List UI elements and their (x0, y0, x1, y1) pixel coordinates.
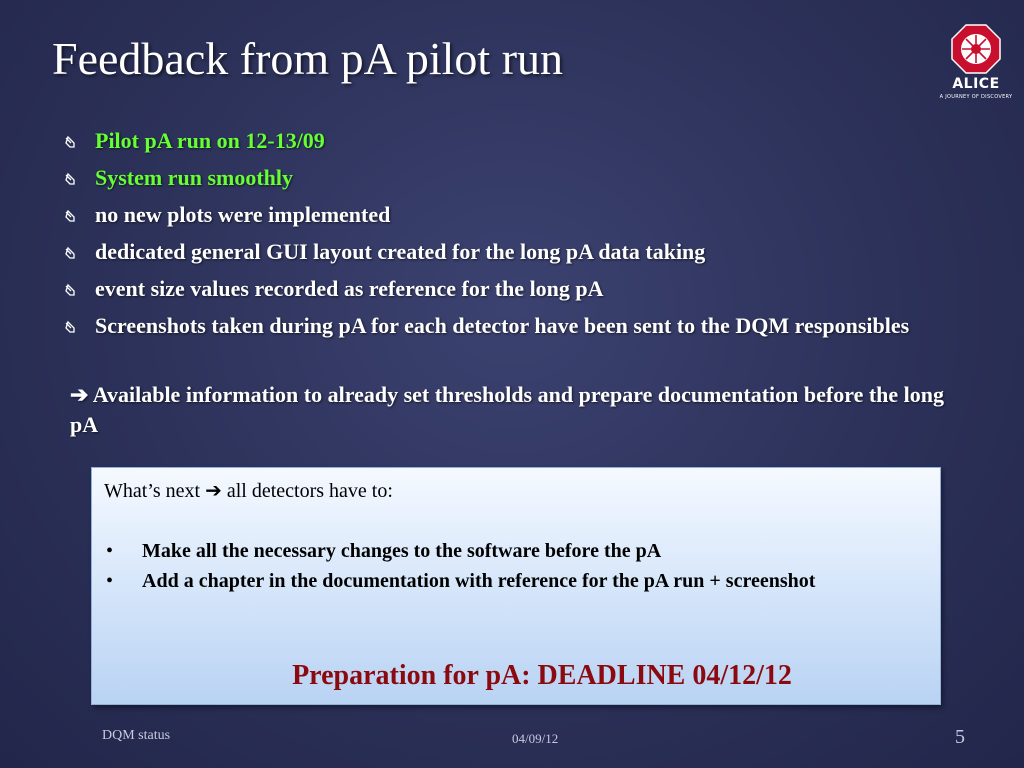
footer-date: 04/09/12 (512, 731, 559, 746)
hand-pointer-icon (64, 209, 78, 223)
list-item (104, 536, 934, 566)
bullet-item (64, 126, 984, 156)
hand-pointer-icon (64, 246, 78, 260)
logo-tagline: A JOURNEY OF DISCOVERY (939, 94, 1013, 100)
list-item-text: Make all the necessary changes to the software before the pA (142, 540, 662, 562)
footer-title: DQM status (102, 728, 171, 743)
box-list (104, 536, 934, 596)
bullet-text: no new plots were implemented (95, 202, 391, 227)
hand-pointer-icon (64, 135, 78, 149)
bullet-list (64, 126, 984, 348)
alice-logo-icon (942, 24, 1010, 76)
bullet-text: Screenshots taken during pA for each detector have been sent to the DQM responsibles (95, 313, 910, 338)
bullet-item (64, 237, 984, 267)
slide-title: Feedback from pA pilot run (52, 33, 564, 84)
bullet-dot-icon: • (106, 570, 114, 592)
arrow-right-icon: ➔ (70, 382, 89, 407)
next-steps-box (91, 467, 941, 705)
bullet-text: System run smoothly (95, 165, 294, 190)
hand-pointer-icon (64, 320, 78, 334)
page-number: 5 (955, 726, 965, 748)
alice-logo (939, 24, 1013, 104)
arrow-note (70, 380, 970, 440)
bullet-text: Pilot pA run on 12-13/09 (95, 128, 325, 153)
list-item (104, 566, 934, 596)
bullet-dot-icon: • (106, 540, 114, 562)
bullet-text: event size values recorded as reference for the long pA (95, 276, 604, 301)
bullet-text: dedicated general GUI layout created for the long pA data taking (95, 239, 706, 264)
bullet-item (64, 200, 984, 230)
bullet-item (64, 163, 984, 193)
hand-pointer-icon (64, 172, 78, 186)
bullet-item (64, 274, 984, 304)
hand-pointer-icon (64, 283, 78, 297)
logo-name: ALICE (952, 76, 1000, 92)
arrow-note-text: Available information to already set thresholds and prepare documentation before the long pA (70, 382, 945, 437)
bullet-item (64, 311, 984, 341)
box-heading: What’s next ➔ all detectors have to: (104, 480, 393, 502)
list-item-text: Add a chapter in the documentation with reference for the pA run + screenshot (142, 570, 816, 592)
deadline-text: Preparation for pA: DEADLINE 04/12/12 (292, 660, 792, 691)
